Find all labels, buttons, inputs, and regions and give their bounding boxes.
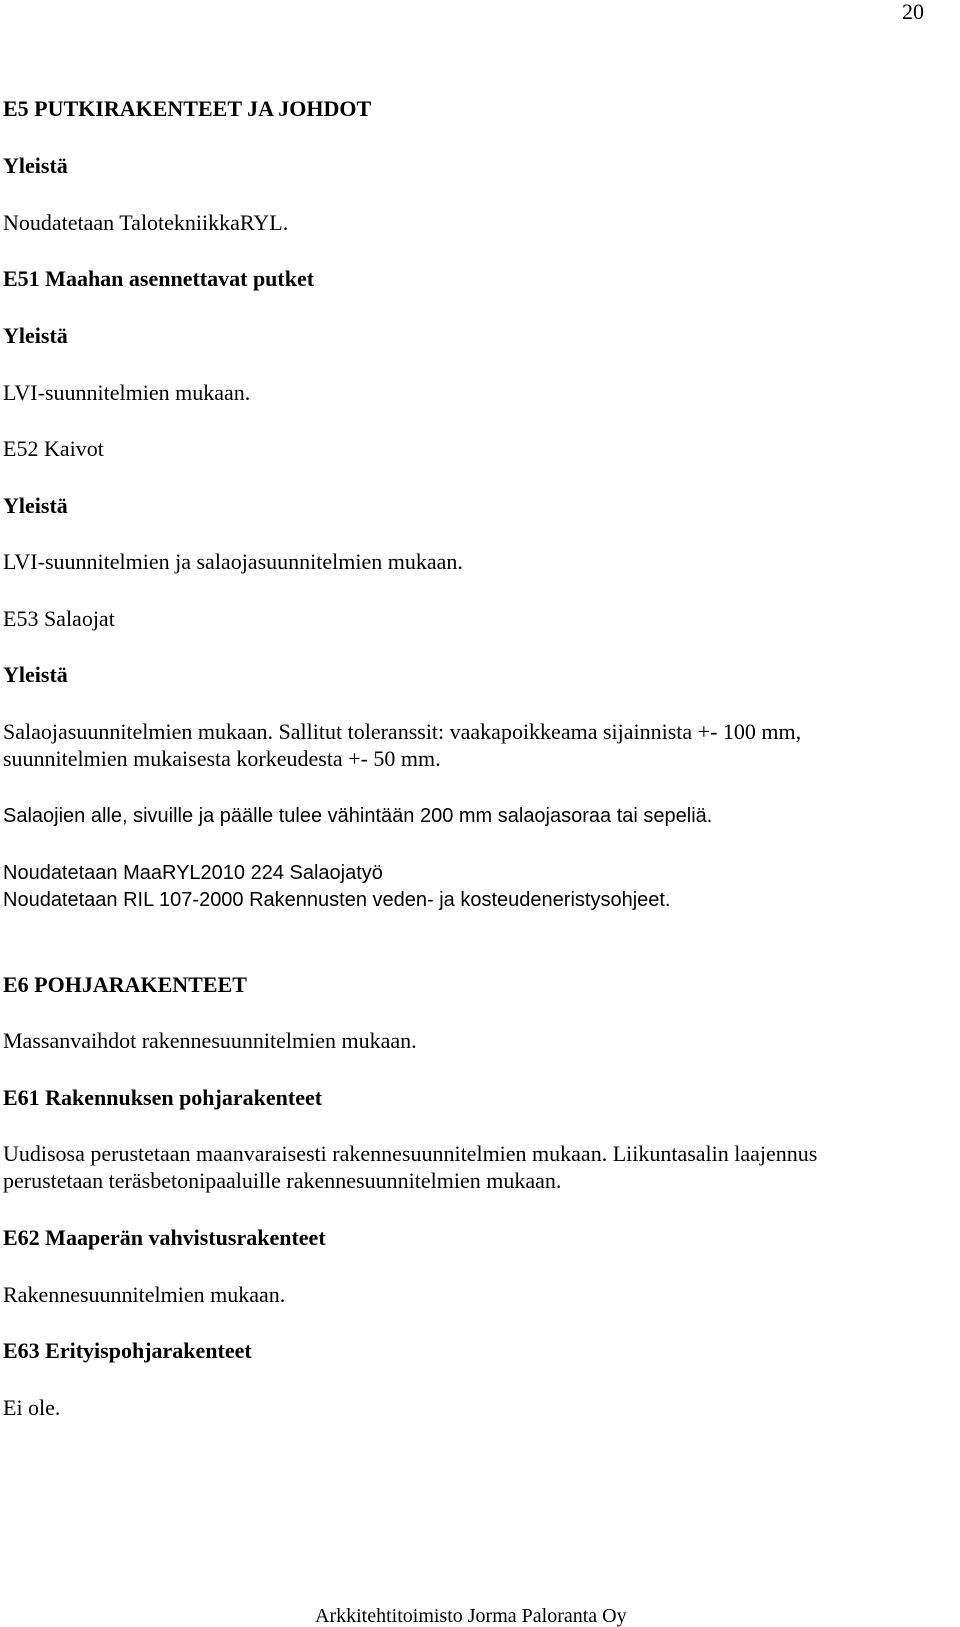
paragraph-e61-line-2: perustetaan teräsbetonipaaluille rakennesuunnitelmien mukaan.: [3, 1168, 562, 1193]
heading-e52: E52 Kaivot: [3, 436, 104, 461]
heading-e5: E5 PUTKIRAKENTEET JA JOHDOT: [3, 96, 372, 121]
footer-company: Arkkitehtitoimisto Jorma Paloranta Oy: [315, 1605, 627, 1627]
heading-e6: E6 POHJARAKENTEET: [3, 972, 247, 997]
heading-e61: E61 Rakennuksen pohjarakenteet: [3, 1085, 323, 1110]
paragraph-e53-standard-1: Noudatetaan MaaRYL2010 224 Salaojatyö: [3, 862, 383, 884]
paragraph-e52: LVI-suunnitelmien ja salaojasuunnitelmien mukaan.: [3, 549, 463, 574]
paragraph-e5: Noudatetaan TalotekniikkaRYL.: [3, 210, 289, 235]
paragraph-e61-line-1: Uudisosa perustetaan maanvaraisesti rakennesuunnitelmien mukaan. Liikuntasalin laajennus: [3, 1141, 818, 1166]
page-number: 20: [902, 0, 924, 24]
paragraph-e53-gravel: Salaojien alle, sivuille ja päälle tulee vähintään 200 mm salaojasoraa tai sepeliä.: [3, 805, 713, 827]
subheading-e5-general: Yleistä: [3, 153, 68, 178]
heading-e63: E63 Erityispohjarakenteet: [3, 1338, 252, 1363]
heading-e62: E62 Maaperän vahvistusrakenteet: [3, 1225, 326, 1250]
paragraph-e51: LVI-suunnitelmien mukaan.: [3, 380, 251, 405]
heading-e51: E51 Maahan asennettavat putket: [3, 266, 315, 291]
paragraph-e53-standard-2: Noudatetaan RIL 107-2000 Rakennusten veden- ja kosteudeneristysohjeet.: [3, 889, 671, 911]
paragraph-e62: Rakennesuunnitelmien mukaan.: [3, 1282, 286, 1307]
paragraph-e53-line-1: Salaojasuunnitelmien mukaan. Sallitut toleranssit: vaakapoikkeama sijainnista +- 100 mm,: [3, 719, 802, 744]
paragraph-e6: Massanvaihdot rakennesuunnitelmien mukaan.: [3, 1028, 417, 1053]
subheading-e53-general: Yleistä: [3, 662, 68, 687]
subheading-e52-general: Yleistä: [3, 493, 68, 518]
paragraph-e53-line-2: suunnitelmien mukaisesta korkeudesta +- 50 mm.: [3, 746, 441, 771]
heading-e53: E53 Salaojat: [3, 606, 115, 631]
subheading-e51-general: Yleistä: [3, 323, 68, 348]
paragraph-e63: Ei ole.: [3, 1395, 61, 1420]
